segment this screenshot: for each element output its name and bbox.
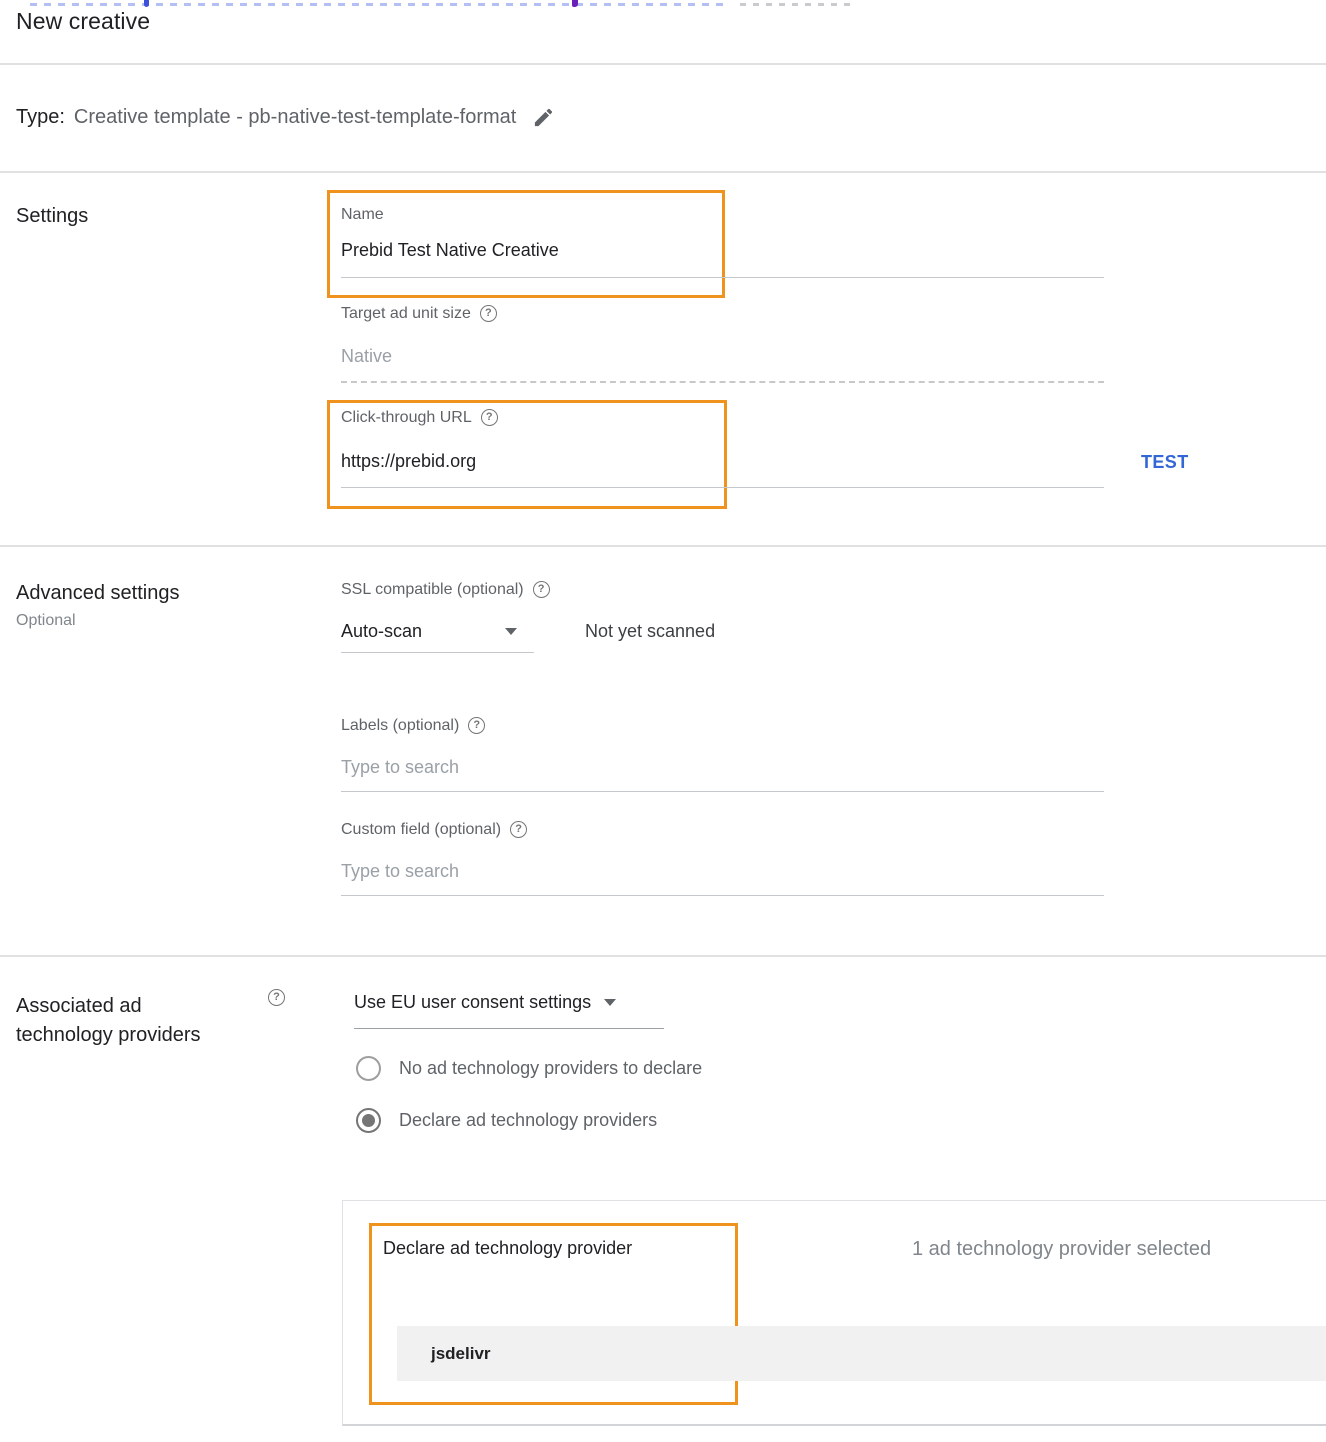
radio-button-icon [356,1056,381,1081]
providers-section-label-line1: Associated ad [16,995,142,1017]
divider [0,955,1326,957]
ssl-scan-dropdown[interactable]: Auto-scan [341,621,423,641]
name-input[interactable]: Prebid Test Native Creative [341,240,559,260]
help-icon[interactable]: ? [268,989,285,1006]
advanced-settings-section-label: Advanced settings [16,582,180,604]
type-value: Creative template - pb-native-test-template-format [73,106,517,128]
help-icon[interactable]: ? [468,717,485,734]
providers-section-label [16,992,201,1050]
name-field-label: Name [341,206,384,223]
labels-label-row [341,717,485,734]
creative-type-row [16,106,555,129]
breadcrumb-clipped-text [740,3,850,6]
breadcrumb-visited-link-descender [572,0,578,7]
radio-no-providers-label: No ad technology providers to declare [399,1058,703,1078]
target-ad-unit-size-label: Target ad unit size [341,304,471,322]
custom-field-input-underline [341,895,1104,896]
radio-no-providers[interactable] [356,1056,702,1081]
provider-list-item[interactable] [397,1326,1326,1381]
target-ad-unit-size-underline [341,381,1104,383]
click-through-url-label-row [341,409,498,426]
help-icon[interactable]: ? [480,305,497,322]
test-url-link[interactable]: TEST [1141,452,1189,472]
divider [0,171,1326,173]
breadcrumb-link-descender [144,0,149,7]
labels-search-input[interactable]: Type to search [341,757,460,777]
custom-field-label: Custom field (optional) [341,820,502,838]
help-icon[interactable]: ? [510,821,527,838]
pencil-icon [532,106,555,129]
provider-selected-summary: 1 ad technology provider selected [912,1238,1212,1260]
ssl-compatible-label-row [341,581,550,598]
advanced-settings-optional-label: Optional [16,612,76,629]
eu-consent-dropdown[interactable] [354,993,616,1011]
eu-consent-dropdown-underline [354,1028,664,1029]
click-through-url-underline [341,487,1104,488]
ssl-scan-status: Not yet scanned [585,621,716,641]
name-input-underline [341,277,1104,278]
custom-field-search-input[interactable]: Type to search [341,861,460,881]
labels-label: Labels (optional) [341,716,460,734]
divider [0,545,1326,547]
ssl-dropdown-underline [341,652,534,653]
declare-provider-card-title: Declare ad technology provider [383,1238,633,1258]
page-title: New creative [16,8,151,34]
help-icon[interactable]: ? [481,409,498,426]
settings-section-label: Settings [16,205,89,227]
declare-providers-card [342,1200,1326,1426]
type-label: Type: [16,106,65,128]
edit-type-button[interactable] [532,106,555,129]
chevron-down-icon [604,999,616,1006]
radio-button-icon [356,1108,381,1133]
radio-declare-providers[interactable] [356,1108,657,1133]
target-ad-unit-size-value: Native [341,346,393,366]
eu-consent-dropdown-value: Use EU user consent settings [354,992,592,1012]
chevron-down-icon[interactable] [505,628,517,635]
breadcrumb-clipped-links [30,3,730,6]
click-through-url-input[interactable]: https://prebid.org [341,451,477,471]
provider-name: jsdelivr [431,1343,491,1363]
ssl-compatible-label: SSL compatible (optional) [341,580,524,598]
labels-input-underline [341,791,1104,792]
custom-field-label-row [341,821,527,838]
click-through-url-label: Click-through URL [341,408,472,426]
breadcrumb[interactable] [16,0,856,7]
help-icon[interactable]: ? [533,581,550,598]
radio-declare-providers-label: Declare ad technology providers [399,1110,658,1130]
target-ad-unit-size-label-row [341,305,497,322]
divider [0,63,1326,65]
providers-section-label-line2: technology providers [16,1024,201,1046]
